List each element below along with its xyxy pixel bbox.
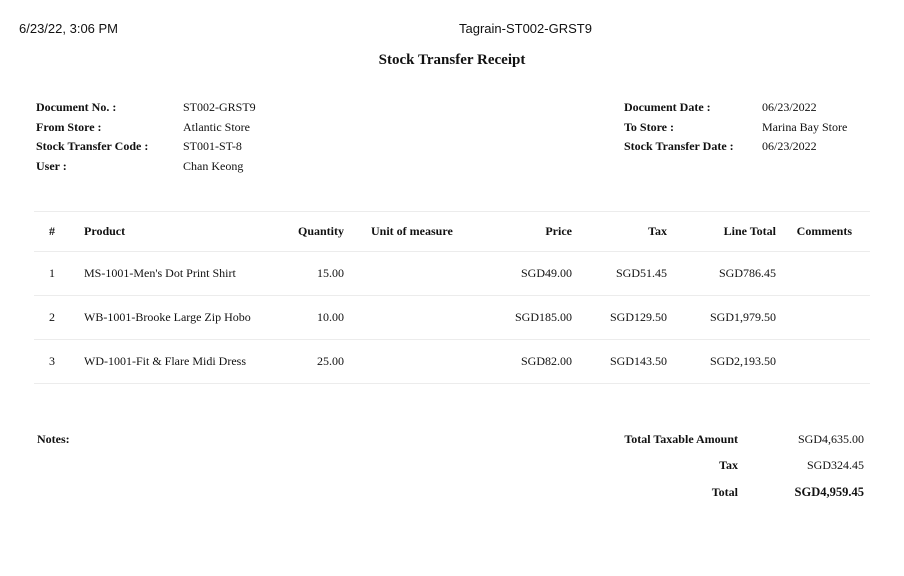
- cell-price: SGD49.00: [468, 252, 576, 296]
- cell-line-total: SGD1,979.50: [671, 296, 780, 340]
- column-header-price: Price: [468, 212, 576, 252]
- tax-value-wrap: [740, 458, 864, 474]
- grand-total-value-wrap: [740, 485, 864, 501]
- meta-value: ST001-ST-8: [183, 139, 242, 153]
- items-table: [34, 211, 870, 384]
- column-header-unit-of-measure: Unit of measure: [358, 212, 468, 252]
- total-taxable-value-wrap: [740, 432, 864, 448]
- meta-row-to-store: [624, 118, 847, 138]
- meta-row-from-store: [36, 118, 256, 138]
- meta-row-document-date: [624, 98, 847, 118]
- cell-unit-of-measure: [358, 296, 468, 340]
- total-taxable-value: SGD4,635.00: [797, 432, 864, 446]
- cell-quantity: 25.00: [270, 340, 358, 384]
- cell-tax: SGD51.45: [576, 252, 671, 296]
- meta-row-document-no: [36, 98, 256, 118]
- meta-label: Stock Transfer Code :: [36, 139, 149, 153]
- cell-tax: SGD129.50: [576, 296, 671, 340]
- meta-value: 06/23/2022: [762, 139, 817, 153]
- document-title: Stock Transfer Receipt: [378, 52, 526, 68]
- cell-unit-of-measure: [358, 340, 468, 384]
- column-header-number: #: [34, 212, 70, 252]
- totals-block: [0, 432, 904, 512]
- meta-label: Document Date :: [624, 100, 711, 114]
- meta-value: Marina Bay Store: [762, 119, 848, 134]
- table-row: [34, 296, 870, 340]
- cell-number: 1: [34, 252, 70, 296]
- meta-row-user: [36, 157, 256, 177]
- meta-value: Chan Keong: [183, 158, 244, 173]
- totals-row-taxable: [560, 432, 738, 448]
- meta-value: Atlantic Store: [183, 119, 250, 134]
- table-row: [34, 252, 870, 296]
- grand-total-label: Total: [711, 485, 738, 499]
- meta-label: To Store :: [624, 119, 675, 134]
- cell-price: SGD82.00: [468, 340, 576, 384]
- cell-product: WD-1001-Fit & Flare Midi Dress: [70, 340, 270, 384]
- column-header-quantity: Quantity: [270, 212, 358, 252]
- cell-unit-of-measure: [358, 252, 468, 296]
- cell-number: 2: [34, 296, 70, 340]
- tax-value: SGD324.45: [806, 458, 864, 472]
- column-header-line-total: Line Total: [671, 212, 780, 252]
- meta-label: Stock Transfer Date :: [624, 139, 734, 153]
- meta-label: User :: [36, 158, 67, 173]
- print-page-title: Tagrain-ST002-GRST9: [459, 21, 592, 36]
- total-taxable-label: Total Taxable Amount: [624, 432, 738, 446]
- cell-comments: [780, 296, 870, 340]
- column-header-tax: Tax: [576, 212, 671, 252]
- cell-price: SGD185.00: [468, 296, 576, 340]
- cell-comments: [780, 340, 870, 384]
- table-header-row: [34, 212, 870, 252]
- meta-left-block: [36, 98, 256, 176]
- meta-label: From Store :: [36, 119, 102, 134]
- meta-right-block: [624, 98, 847, 157]
- cell-product: WB-1001-Brooke Large Zip Hobo: [70, 296, 270, 340]
- cell-tax: SGD143.50: [576, 340, 671, 384]
- print-datetime: 6/23/22, 3:06 PM: [19, 21, 119, 36]
- print-header: [0, 18, 904, 38]
- meta-value: 06/23/2022: [762, 100, 817, 114]
- cell-comments: [780, 252, 870, 296]
- meta-row-stock-transfer-code: [36, 137, 256, 157]
- cell-line-total: SGD2,193.50: [671, 340, 780, 384]
- tax-label: Tax: [719, 458, 738, 472]
- totals-row-grand-total: [560, 485, 738, 501]
- meta-row-stock-transfer-date: [624, 137, 847, 157]
- cell-product: MS-1001-Men's Dot Print Shirt: [70, 252, 270, 296]
- notes-label: Notes:: [37, 432, 70, 446]
- grand-total-value: SGD4,959.45: [794, 485, 864, 499]
- column-header-comments: Comments: [780, 212, 870, 252]
- column-header-product: Product: [70, 212, 270, 252]
- cell-line-total: SGD786.45: [671, 252, 780, 296]
- totals-row-tax: [560, 458, 738, 474]
- cell-number: 3: [34, 340, 70, 384]
- meta-label: Document No. :: [36, 100, 117, 114]
- table-row: [34, 340, 870, 384]
- meta-value: ST002-GRST9: [183, 100, 256, 114]
- cell-quantity: 10.00: [270, 296, 358, 340]
- cell-quantity: 15.00: [270, 252, 358, 296]
